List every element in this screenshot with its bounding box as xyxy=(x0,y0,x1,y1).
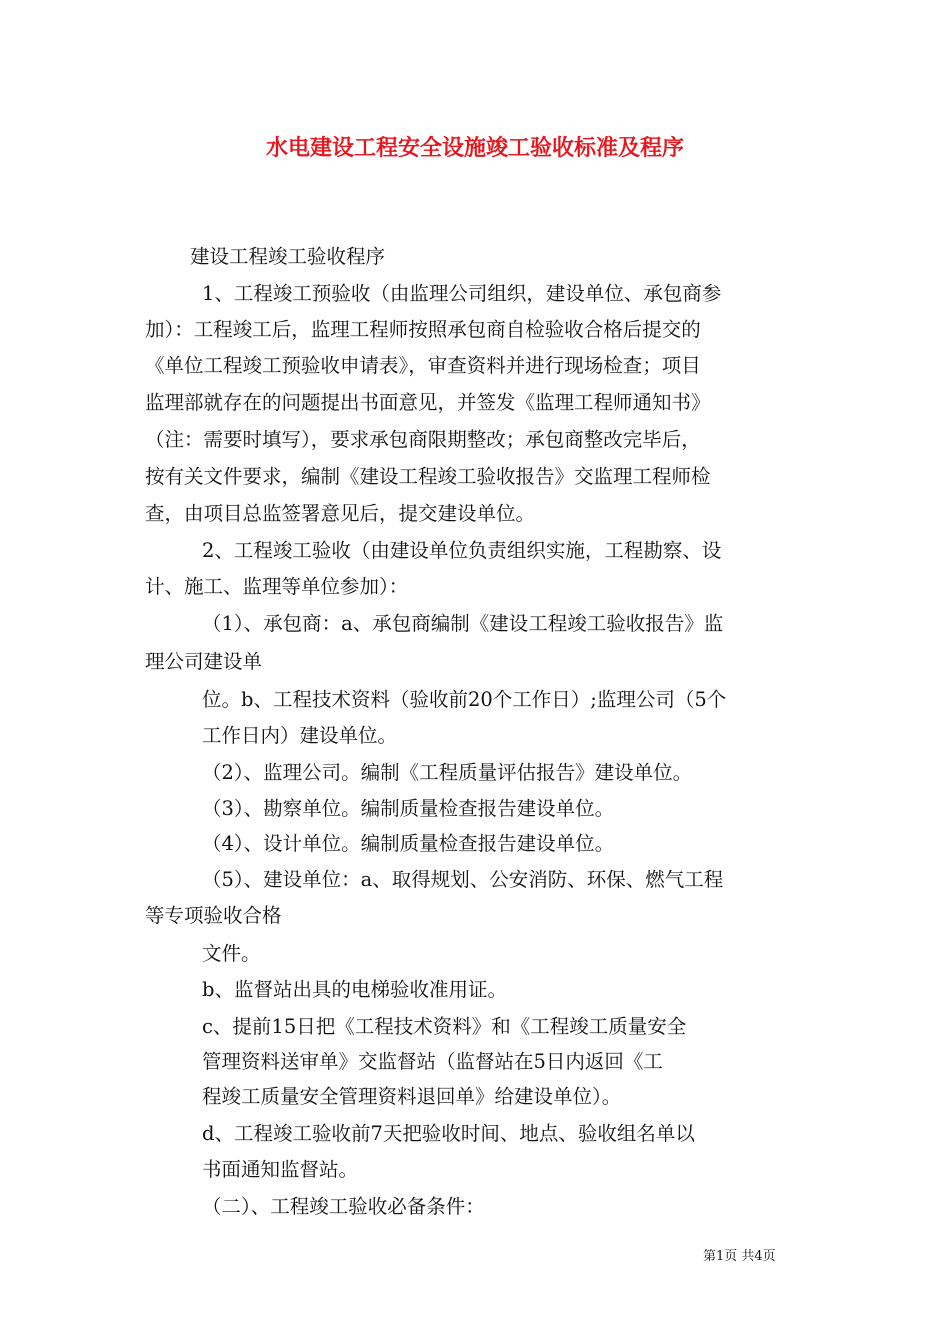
body-line: d、工程竣工验收前7天把验收时间、地点、验收组名单以 xyxy=(202,1122,695,1145)
page-number-footer: 第1页 共4页 xyxy=(703,1249,776,1264)
body-line: 等专项验收合格 xyxy=(145,904,282,927)
body-line: （注：需要时填写），要求承包商限期整改；承包商整改完毕后， xyxy=(145,428,701,451)
body-line: 管理资料送审单》交监督站（监督站在5日内返回《工 xyxy=(202,1050,663,1073)
body-line: （2）、监理公司。编制《工程质量评估报告》建设单位。 xyxy=(202,761,693,784)
body-line: 《单位工程竣工预验收申请表》，审查资料并进行现场检查；项目 xyxy=(145,354,701,377)
body-line: 按有关文件要求，编制《建设工程竣工验收报告》交监理工程师检 xyxy=(145,465,711,488)
body-line: 理公司建设单 xyxy=(145,650,263,673)
body-line: 位。b、工程技术资料（验收前20个工作日）;监理公司（5个 xyxy=(202,688,727,711)
body-line: （3）、勘察单位。编制质量检查报告建设单位。 xyxy=(202,797,615,820)
body-line: （5）、建设单位：a、取得规划、公安消防、环保、燃气工程 xyxy=(202,868,724,891)
body-line: （1）、承包商：a、承包商编制《建设工程竣工验收报告》监 xyxy=(202,612,724,635)
body-line: 查，由项目总监签署意见后，提交建设单位。 xyxy=(145,502,536,525)
document-title: 水电建设工程安全设施竣工验收标准及程序 xyxy=(265,135,684,161)
body-line: 文件。 xyxy=(202,942,261,965)
body-line: （4）、设计单位。编制质量检查报告建设单位。 xyxy=(202,832,615,855)
body-line: b、监督站出具的电梯验收准用证。 xyxy=(202,978,507,1001)
body-line: 计、施工、监理等单位参加）： xyxy=(145,575,409,598)
body-line: 1、工程竣工预验收（由监理公司组织，建设单位、承包商参 xyxy=(202,282,722,305)
body-line: （二）、工程竣工验收必备条件： xyxy=(202,1195,485,1218)
body-line: 工作日内）建设单位。 xyxy=(202,724,398,747)
body-line: 程竣工质量安全管理资料退回单》给建设单位）。 xyxy=(202,1085,622,1108)
body-line: 书面通知监督站。 xyxy=(202,1158,359,1181)
body-line: c、提前15日把《工程技术资料》和《工程竣工质量安全 xyxy=(202,1015,687,1038)
body-line: 加）：工程竣工后，监理工程师按照承包商自检验收合格后提交的 xyxy=(145,318,701,341)
body-line-heading: 建设工程竣工验收程序 xyxy=(190,245,386,268)
body-line: 2、工程竣工验收（由建设单位负责组织实施，工程勘察、设 xyxy=(202,539,722,562)
body-line: 监理部就存在的问题提出书面意见，并签发《监理工程师通知书》 xyxy=(145,391,711,414)
